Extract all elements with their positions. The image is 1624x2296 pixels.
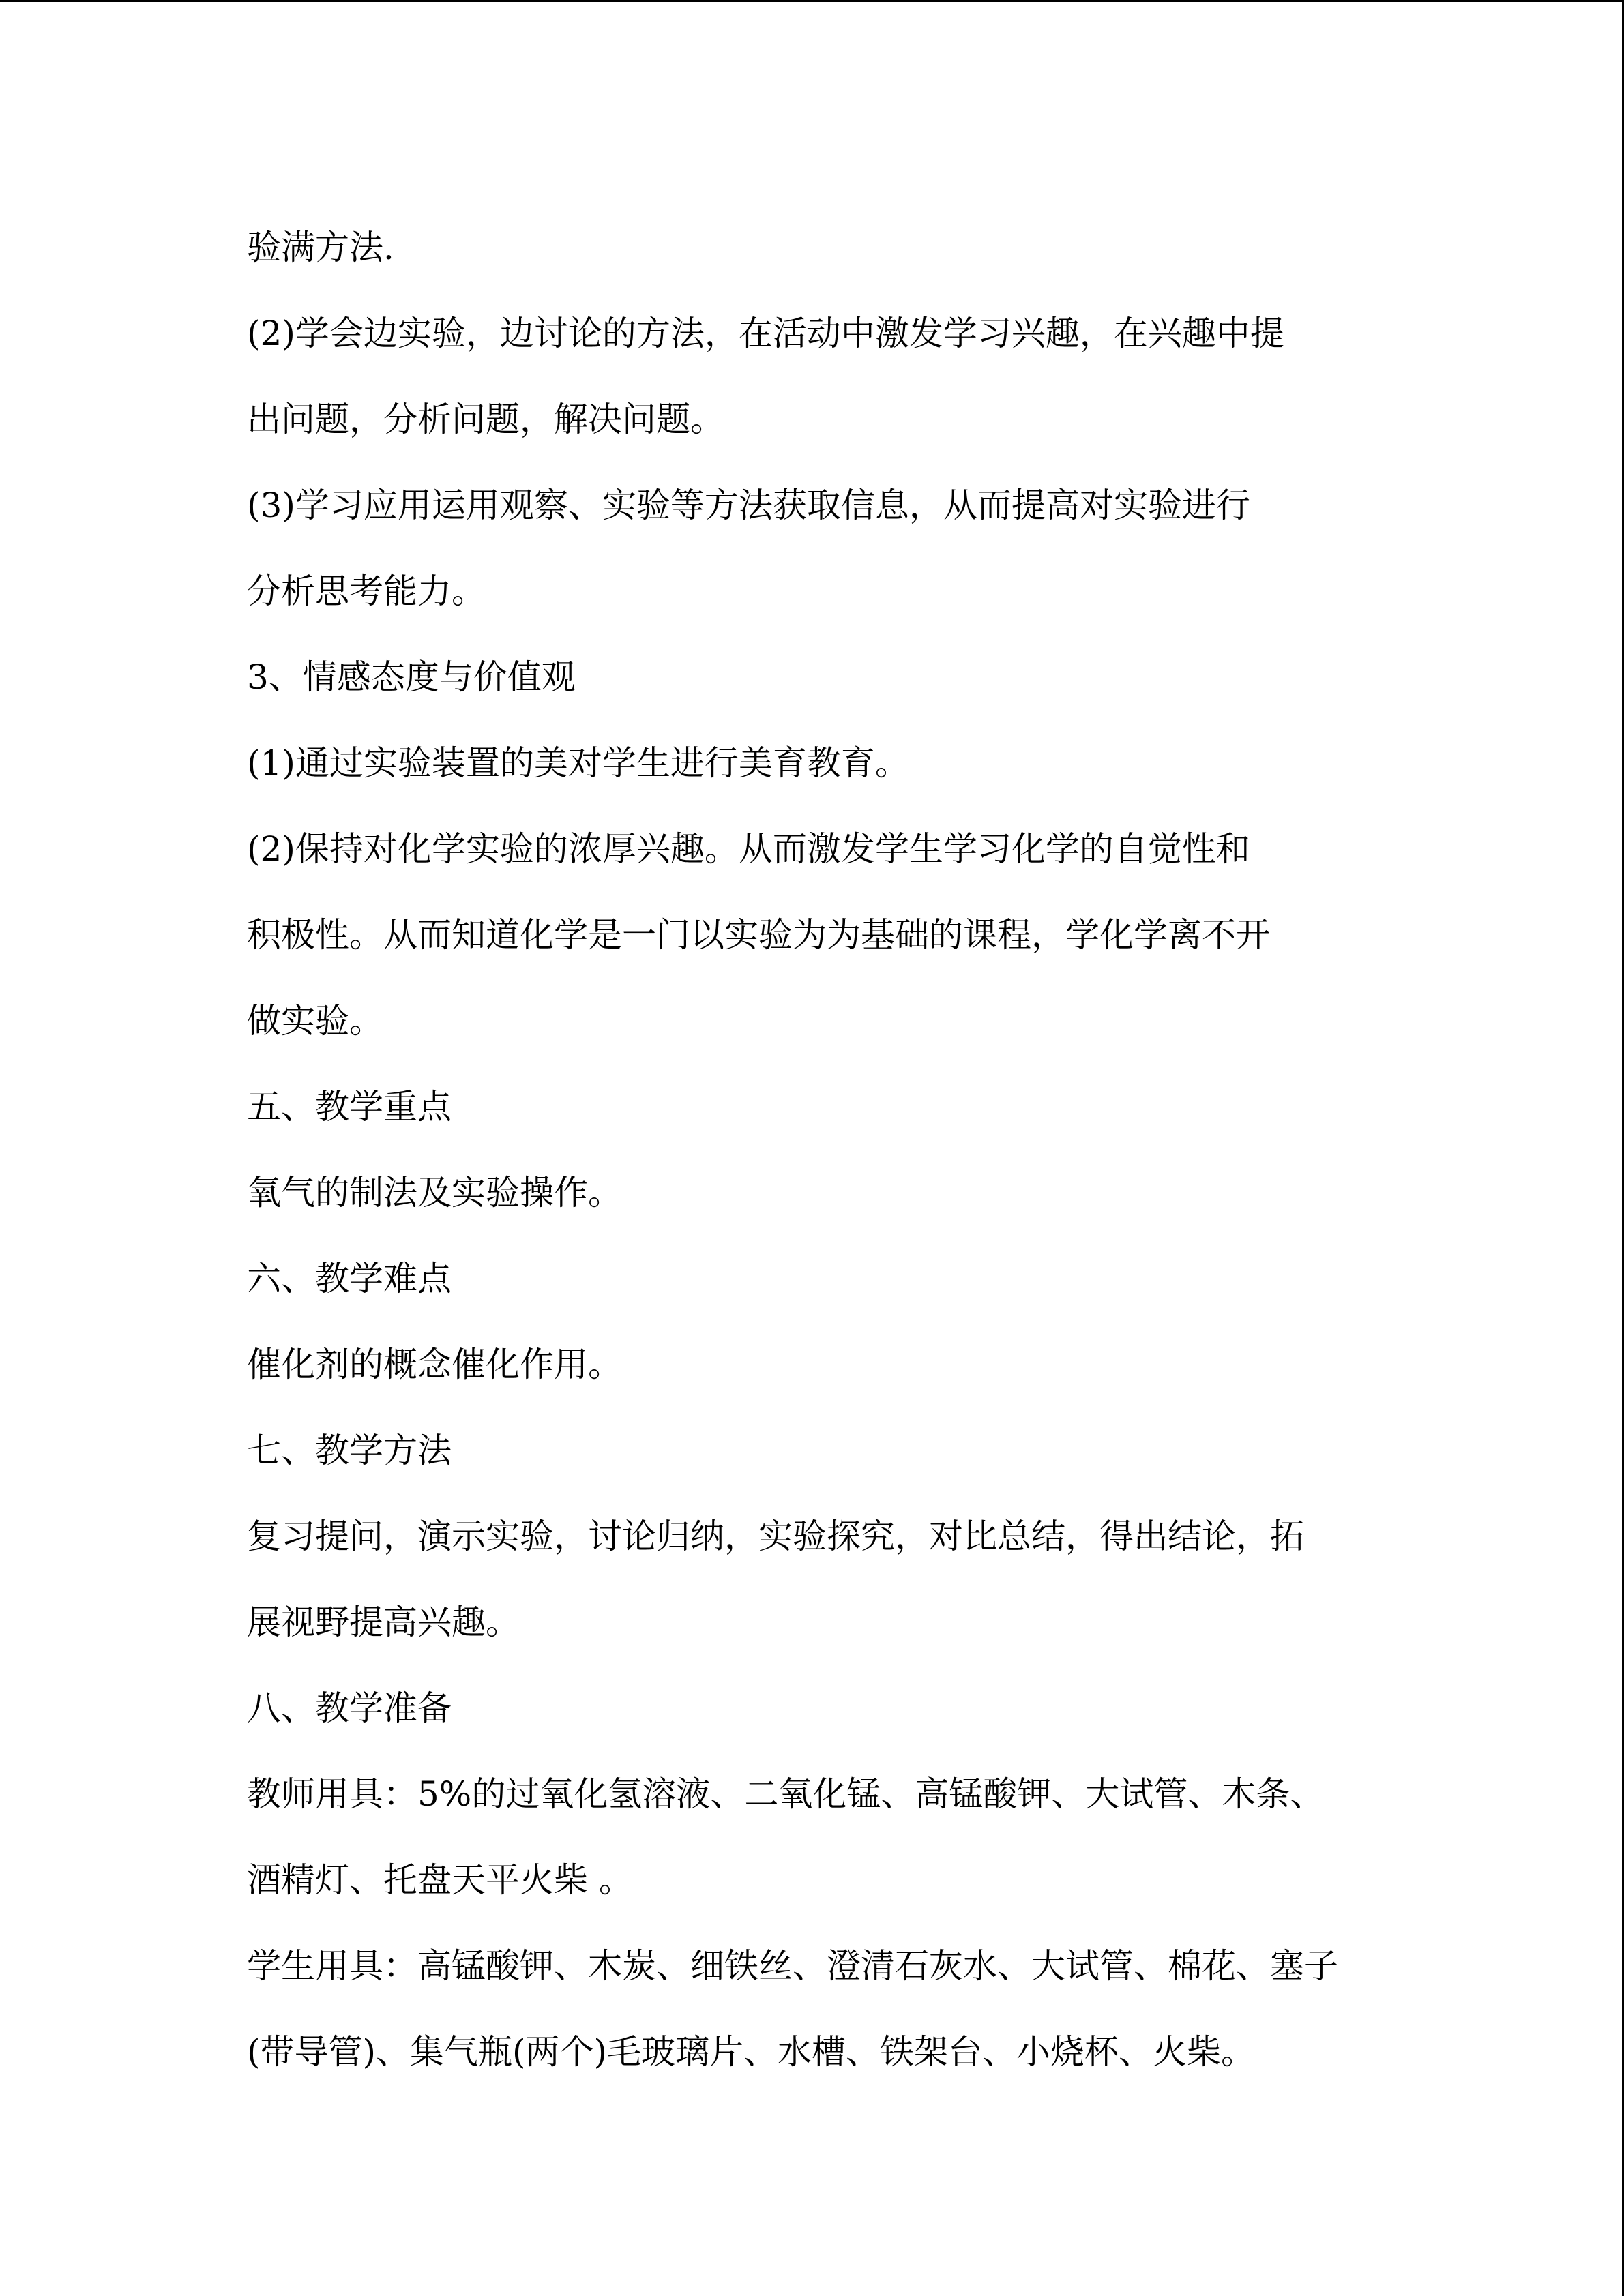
- text-line-2: (2)学会边实验，边讨论的方法，在活动中激发学习兴趣，在兴趣中提: [247, 314, 1284, 353]
- text-line-1: 验满方法.: [247, 228, 394, 267]
- text-line-7: (1)通过实验装置的美对学生进行美育教育。: [247, 743, 909, 783]
- section-heading-emotion-attitude: 3、情感态度与价值观: [247, 657, 576, 697]
- text-line-10: 做实验。: [247, 1001, 383, 1041]
- text-line-8: (2)保持对化学实验的浓厚兴趣。从而激发学生学习化学的自觉性和: [247, 829, 1250, 869]
- section-heading-key-points: 五、教学重点: [247, 1087, 452, 1127]
- text-line-4: (3)学习应用运用观察、实验等方法获取信息，从而提高对实验进行: [247, 486, 1250, 525]
- text-line-19: 教师用具：5%的过氧化氢溶液、二氧化锰、高锰酸钾、大试管、木条、: [247, 1774, 1325, 1814]
- text-line-5: 分析思考能力。: [247, 571, 486, 611]
- text-line-9: 积极性。从而知道化学是一门以实验为为基础的课程，学化学离不开: [247, 915, 1270, 955]
- section-heading-difficulties: 六、教学难点: [247, 1259, 452, 1298]
- text-line-3: 出问题，分析问题，解决问题。: [247, 400, 724, 439]
- text-line-14: 催化剂的概念催化作用。: [247, 1345, 622, 1384]
- text-line-16: 复习提问，演示实验，讨论归纳，实验探究，对比总结，得出结论，拓: [247, 1517, 1304, 1556]
- document-body: [247, 205, 1379, 2095]
- section-heading-preparation: 八、教学准备: [247, 1688, 452, 1728]
- text-line-21: 学生用具：高锰酸钾、木炭、细铁丝、澄清石灰水、大试管、棉花、塞子: [247, 1946, 1338, 1986]
- page-top-border: [0, 0, 1624, 2]
- text-line-22: (带导管)、集气瓶(两个)毛玻璃片、水槽、铁架台、小烧杯、火柴。: [247, 2032, 1256, 2072]
- section-heading-methods: 七、教学方法: [247, 1431, 452, 1470]
- text-line-17: 展视野提高兴趣。: [247, 1602, 520, 1642]
- text-line-12: 氧气的制法及实验操作。: [247, 1173, 622, 1212]
- text-line-20: 酒精灯、托盘天平火柴 。: [247, 1860, 633, 1900]
